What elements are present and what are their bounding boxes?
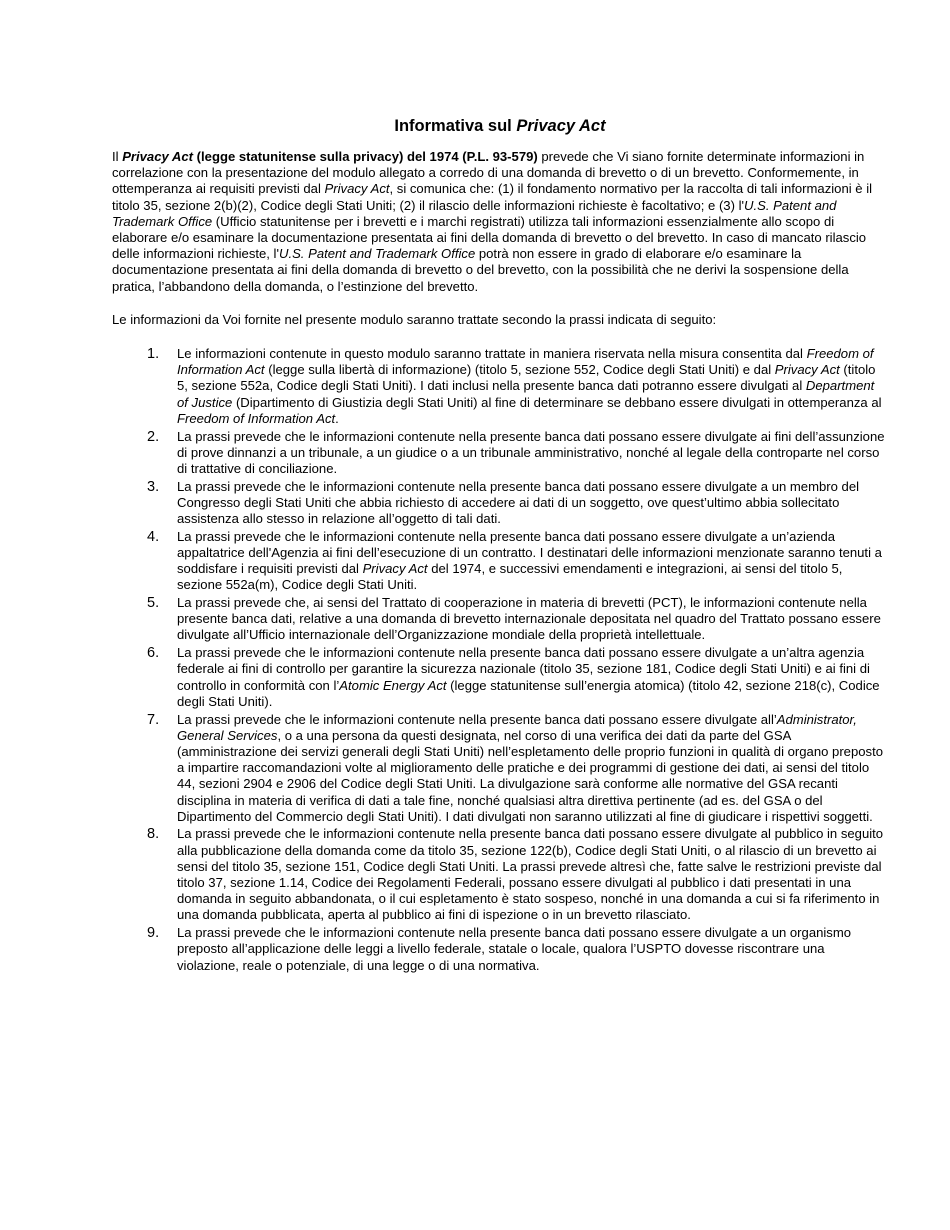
intro-paragraph: Il Privacy Act (legge statunitense sulla privacy) del 1974 (P.L. 93-579) prevede che Vi siano fornite determinate informazioni in correlazione con la presentazione del modulo allegato a corredo di una domanda di brevetto o di un brevetto. Conformemente, in ottemperanza ai requisiti previsti dal Privacy Act, si comunica che: (1) il fondamento normativo per la raccolta di tali informazioni è il titolo 35, sezione 2(b)(2), Codice degli Stati Uniti; (2) il rilascio delle informazioni richieste è facoltativo; e (3) l'U.S. Patent and Trademark Office (Ufficio statunitense per i brevetti e i marchi registrati) utilizza tali informazioni essenzialmente allo scopo di elaborare e/o esaminare la documentazione presentata ai fini della domanda di brevetto o del brevetto. In caso di mancato rilascio delle informazioni richieste, l'U.S. Patent and Trademark Office potrà non essere in grado di elaborare e/o esaminare la documentazione presentata ai fini della domanda di brevetto o del brevetto, con la possibilità che ne derivi la sospensione della pratica, l’abbandono della domanda, o l’estinzione del brevetto. (112, 149, 873, 294)
item-number: 7. (147, 711, 160, 728)
list-item: 5. La prassi prevede che, ai sensi del Trattato di cooperazione in materia di brevetti (PCT), le informazioni contenute nella presente banca dati, relative a una domanda di brevetto internazionale depositata nel quadro del Trattato possano essere divulgate all’Ufficio internazionale dell’Organizzazione mondiale della proprietà intellettuale. (147, 595, 881, 643)
item-number: 6. (147, 645, 160, 662)
list-item: 6. La prassi prevede che le informazioni contenute nella presente banca dati possano essere divulgate a un’altra agenzia federale ai fini di controllo per garantire la sicurezza nazionale (titolo 35, sezione 181, Codice degli Stati Uniti) e ai fini di controllo in conformità con l’Atomic Energy Act (legge statunitense sull’energia atomica) (titolo 42, sezione 218(c), Codice degli Stati Uniti). (147, 645, 880, 709)
list-item: 9. La prassi prevede che le informazioni contenute nella presente banca dati possano essere divulgate a un organismo preposto all’applicazione delle leggi a livello federale, statale o locale, qualora l’USPTO dovesse riscontrare una violazione, reale o potenziale, di una legge o di una normativa. (147, 925, 852, 973)
list-item: 2. La prassi prevede che le informazioni contenute nella presente banca dati possano essere divulgate ai fini dell’assunzione di prove dinnanzi a un tribunale, a un giudice o a un tribunale amministrativo, nonché al legale della controparte nel corso di trattative di conciliazione. (147, 428, 885, 476)
item-number: 2. (147, 428, 160, 445)
page-title: Informativa sul Privacy Act (394, 117, 606, 135)
list-item: 1. Le informazioni contenute in questo modulo saranno trattate in maniera riservata nella misura consentita dal Freedom of Information Act (legge sulla libertà di informazione) (titolo 5, sezione 552, Codice degli Stati Uniti) e dal Privacy Act (titolo 5, sezione 552a, Codice degli Stati Uniti). I dati inclusi nella presente banca dati potranno essere divulgati al Department of Justice (Dipartimento di Giustizia degli Stati Uniti) al fine di determinare se debbano essere divulgati in ottemperanza al Freedom of Information Act. (147, 346, 882, 426)
item-number: 3. (147, 478, 160, 495)
item-number: 8. (147, 826, 160, 843)
list-item: 3. La prassi prevede che le informazioni contenute nella presente banca dati possano essere divulgate a un membro del Congresso degli Stati Uniti che abbia richiesto di accedere ai dati di un soggetto, ove quest’ultimo abbia sollecitato assistenza allo stesso in relazione all’oggetto di tali dati. (147, 478, 860, 527)
document-page (112, 116, 888, 975)
item-number: 5. (147, 595, 160, 612)
item-number: 1. (147, 346, 160, 363)
list-item: 4. La prassi prevede che le informazioni contenute nella presente banca dati possano essere divulgate a un’azienda appaltatrice dell'Agenzia ai fini dell’esecuzione di un contratto. I destinatari delle informazioni menzionate saranno tenuti a soddisfare i requisiti previsti dal Privacy Act del 1974, e successivi emendamenti e integrazioni, ai sensi del titolo 5, sezione 552a(m), Codice degli Stati Uniti. (147, 528, 882, 593)
lead-in-paragraph: Le informazioni da Voi fornite nel presente modulo saranno trattate secondo la prassi indicata di seguito: (112, 311, 717, 327)
numbered-list (112, 346, 888, 974)
item-number: 9. (147, 925, 160, 942)
list-item: 8. La prassi prevede che le informazioni contenute nella presente banca dati possano essere divulgate al pubblico in seguito alla pubblicazione della domanda come da titolo 35, sezione 122(b), Codice degli Stati Uniti, o al rilascio di un brevetto ai sensi del titolo 35, sezione 151, Codice degli Stati Uniti. La prassi prevede altresì che, fatte salve le restrizioni previste dal titolo 37, sezione 1.14, Codice dei Regolamenti Federali, possano essere divulgati al pubblico i dati presentati in una domanda in seguito abbandonata, o il cui espletamento è stato sospeso, nonché in una domanda a cui si fa riferimento in una domanda pubblicata, aperta al pubblico ai fini di ispezione o in un brevetto rilasciato. (147, 826, 884, 923)
list-item: 7. La prassi prevede che le informazioni contenute nella presente banca dati possano essere divulgate all’Administrator, General Services, o a una persona da questi designata, nel corso di una verifica dei dati da parte del GSA (amministrazione dei servizi generali degli Stati Uniti) nell’espletamento delle proprio funzioni in qualità di organo preposto a impartire raccomandazioni volte al miglioramento delle pratiche e dei programmi di gestione dei dati, ai sensi del titolo 44, sezioni 2904 e 2906 del Codice degli Stati Uniti. La divulgazione sarà conforme alle normative del GSA recanti disciplina in materia di verifica di dati a tale fine, nonché qualsiasi altra direttiva pertinente (ad es. del GSA o del Dipartimento del Commercio degli Stati Uniti). I dati divulgati non saranno utilizzati al fine di giudicare i rispettivi soggetti. (147, 711, 883, 824)
item-number: 4. (147, 528, 160, 545)
